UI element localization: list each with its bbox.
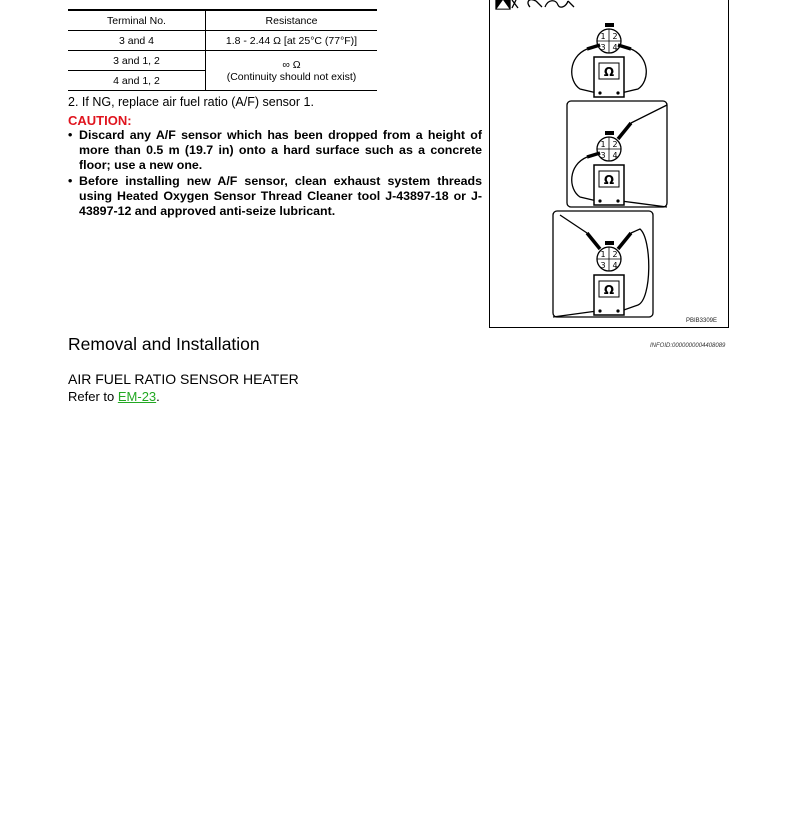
ohmmeter [594, 275, 624, 315]
resistance-table [68, 9, 377, 91]
pin-label: 3 [600, 151, 606, 160]
refer-line [68, 389, 160, 404]
ohmmeter [594, 165, 624, 205]
ohm-symbol: Ω [603, 283, 615, 297]
table-row [68, 51, 377, 71]
refer-prefix: Refer to [68, 389, 118, 404]
table-header-row [68, 10, 377, 31]
pin-label: 3 [600, 43, 606, 52]
caution-item: • Discard any A/F sensor which has been dropped from a height of more than 0.5 m (19.7 in) onto a hard surface such as a concrete floor; use a new one. [68, 128, 482, 174]
caution-item: • Before installing new A/F sensor, clean exhaust system threads using Heated Oxygen Sensor Thread Cleaner tool J-43897-18 or J-43897-12 and approved anti-seize lubricant. [68, 174, 482, 220]
sensor-connector [597, 23, 621, 53]
header-terminal: Terminal No. [68, 10, 206, 31]
header-icons [496, 0, 574, 9]
continuity-note: (Continuity should not exist) [226, 70, 357, 83]
sensor-connector [597, 131, 621, 161]
wiring-diagram [490, 0, 728, 327]
pin-label: 4 [612, 151, 618, 160]
ohmmeter [594, 57, 624, 97]
infinity-ohm: ∞ Ω [282, 58, 301, 71]
pin-label: 1 [600, 140, 606, 149]
connector-test-figure [489, 0, 729, 328]
terminal-cell: 3 and 4 [68, 31, 206, 51]
pin-label: 4 [612, 43, 618, 52]
pin-label: 2 [612, 250, 618, 259]
test-pane-3 [553, 211, 653, 317]
refer-suffix: . [156, 389, 160, 404]
caution-label: CAUTION: [68, 113, 132, 128]
info-id: INFOID:0000000004408089 [650, 343, 726, 349]
sensor-connector [597, 241, 621, 271]
terminal-cell: 4 and 1, 2 [68, 71, 206, 91]
ohm-symbol: Ω [603, 173, 615, 187]
em-23-link[interactable]: EM-23 [117, 389, 157, 404]
resistance-cell: 1.8 - 2.44 Ω [at 25°C (77°F)] [206, 31, 378, 51]
caution-list [68, 128, 482, 219]
pin-label: 2 [612, 32, 618, 41]
pin-label: 3 [600, 261, 606, 270]
step-2-text: 2. If NG, replace air fuel ratio (A/F) sensor 1. [68, 95, 314, 109]
table-row [68, 31, 377, 51]
header-resistance: Resistance [206, 10, 378, 31]
pin-label: 2 [612, 140, 618, 149]
pin-label: 1 [600, 32, 606, 41]
test-pane-2 [567, 101, 667, 207]
pin-label: 1 [600, 250, 606, 259]
sub-title: AIR FUEL RATIO SENSOR HEATER [68, 371, 299, 387]
figure-code: PBIB3309E [685, 318, 717, 324]
section-title: Removal and Installation [68, 334, 260, 354]
ohm-symbol: Ω [603, 65, 615, 79]
pin-label: 4 [612, 261, 618, 270]
resistance-merged-cell [206, 51, 378, 91]
terminal-cell: 3 and 1, 2 [68, 51, 206, 71]
test-pane-1 [572, 23, 647, 97]
